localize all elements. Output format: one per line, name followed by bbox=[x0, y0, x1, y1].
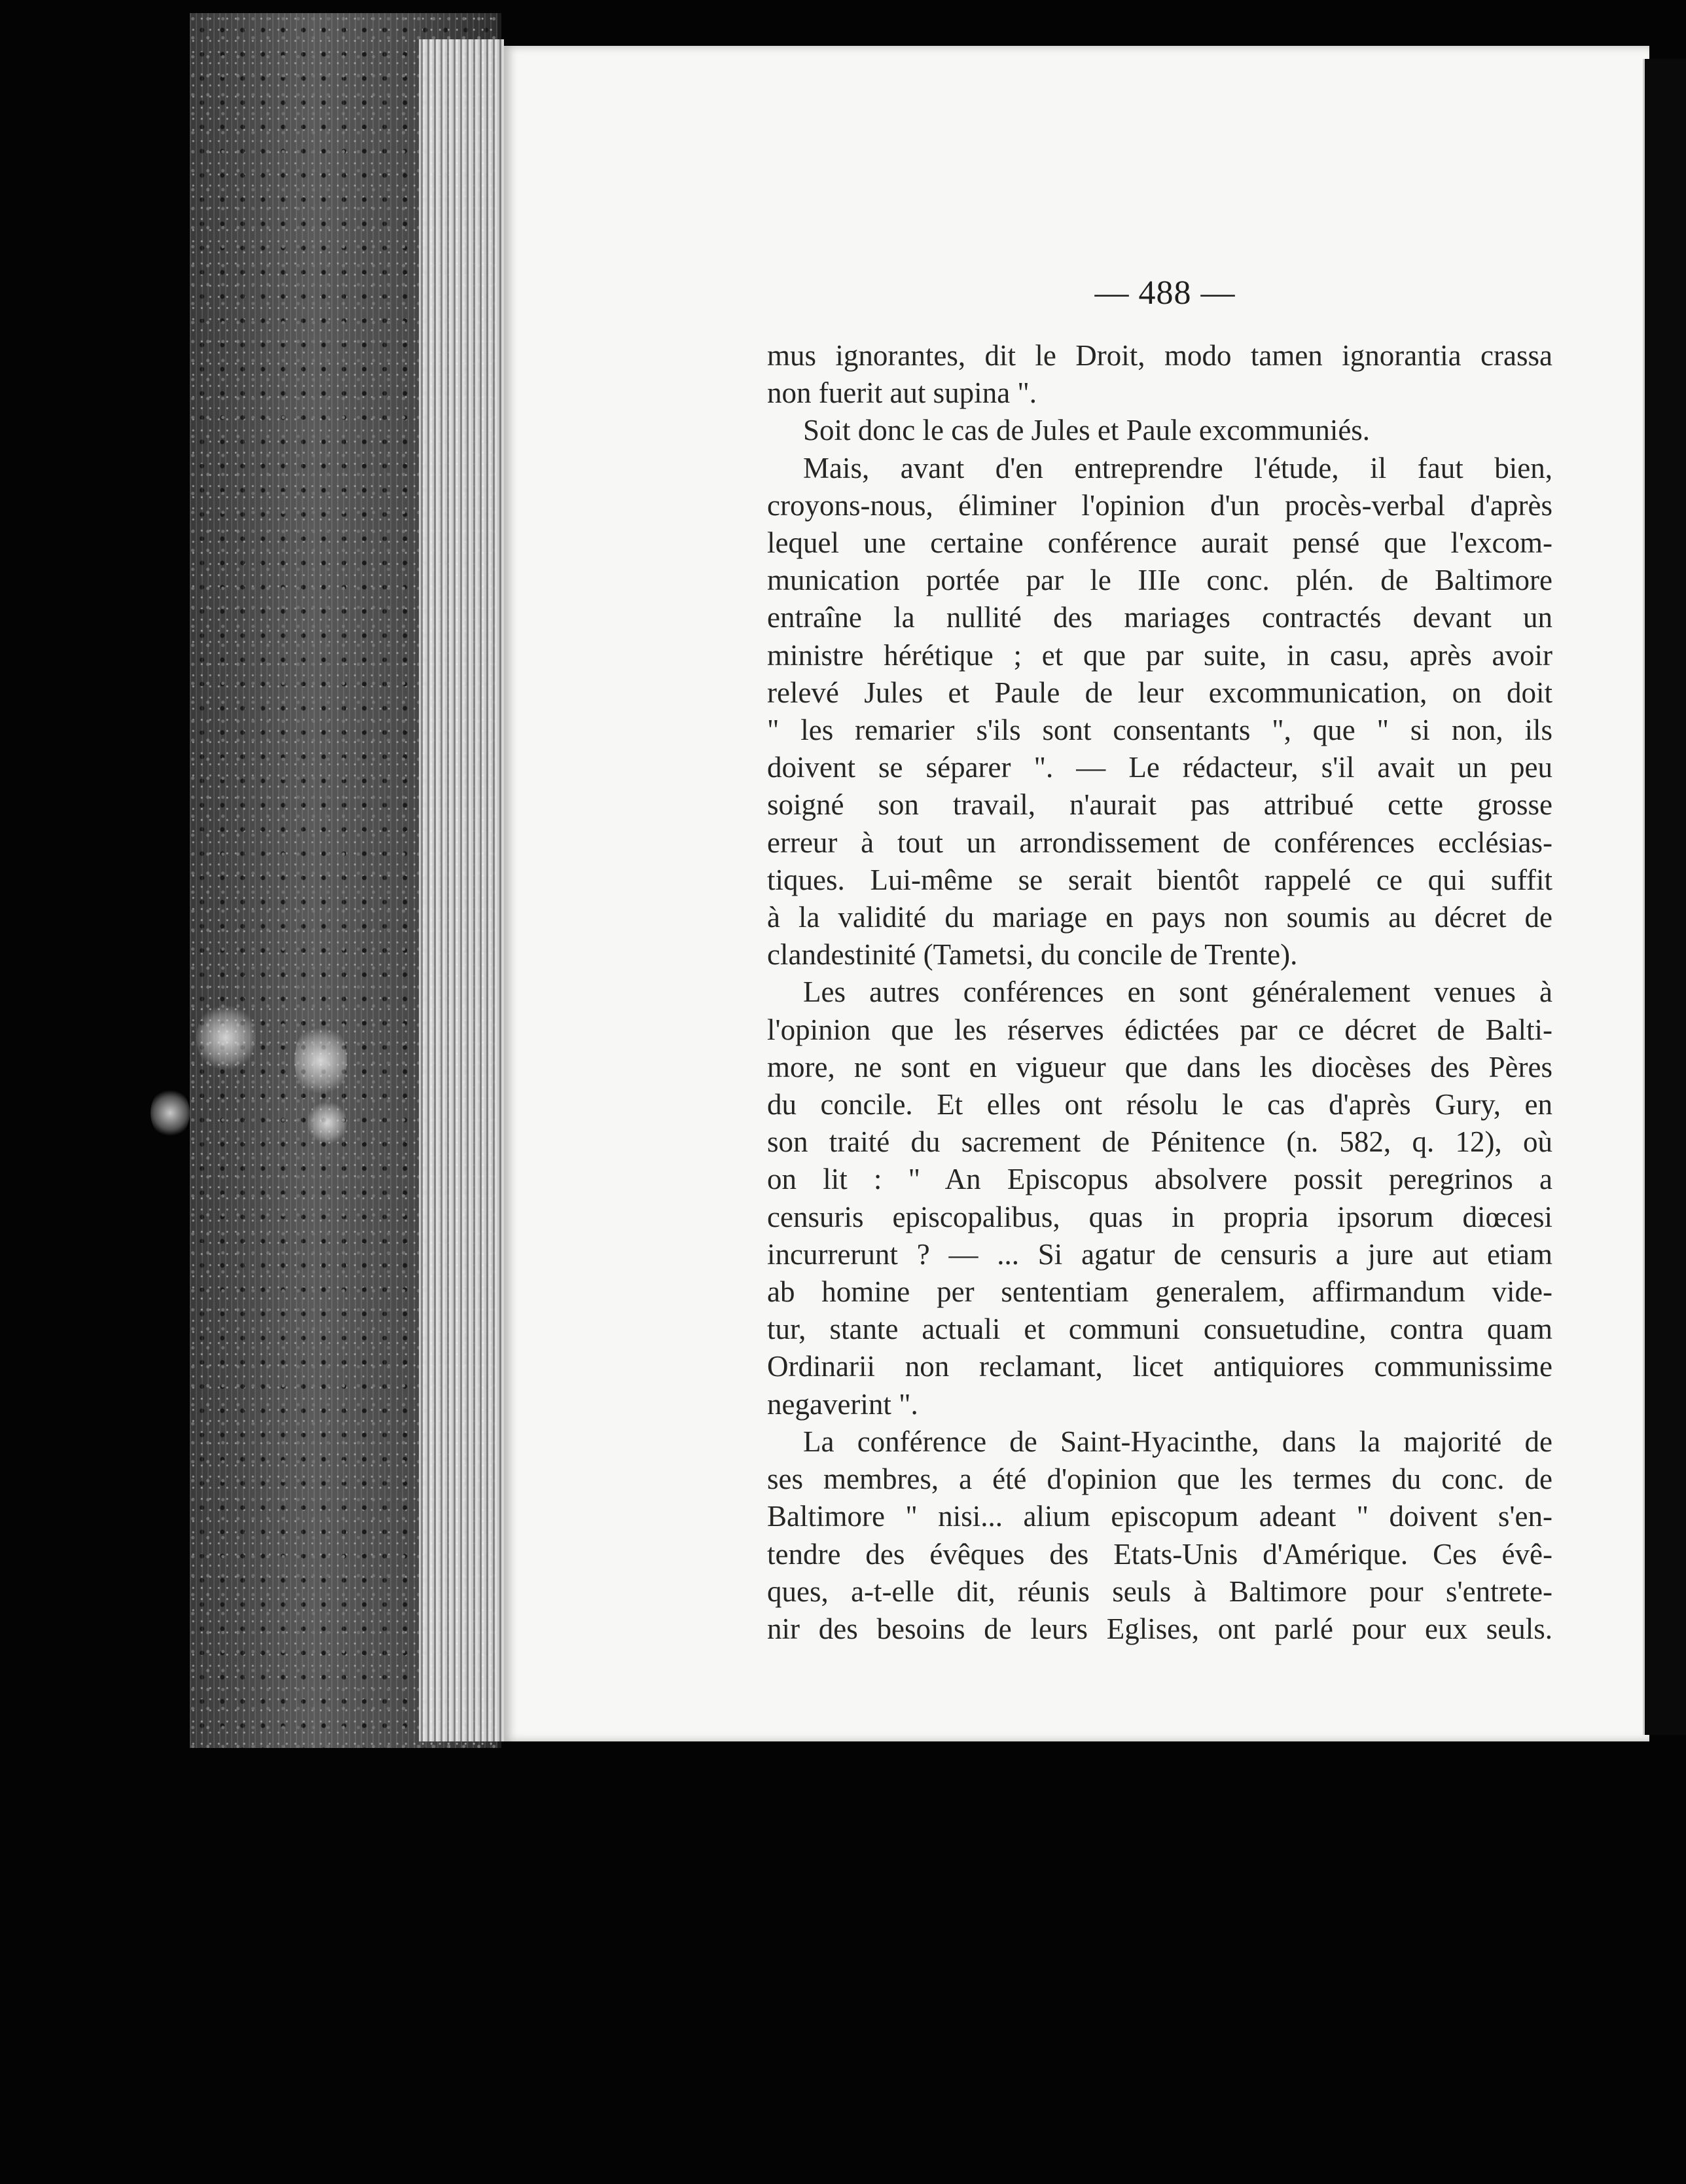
text-line: l'opinion que les réserves édictées par ce décret de Balti- bbox=[767, 1013, 1552, 1046]
text-line: La conférence de Saint-Hyacinthe, dans la majorité de bbox=[803, 1425, 1552, 1458]
page-number: — 488 — bbox=[1094, 274, 1236, 312]
text-line: ministre hérétique ; et que par suite, in casu, après avoir bbox=[767, 638, 1552, 672]
text-line: soigné son travail, n'aurait pas attribué cette grosse bbox=[767, 788, 1552, 822]
text-line: ques, a-t-elle dit, réunis seuls à Baltimore pour s'entrete- bbox=[767, 1574, 1552, 1608]
text-line: lequel une certaine conférence aurait pensé que l'excom- bbox=[767, 526, 1552, 560]
text-line: son traité du sacrement de Pénitence (n. 582, q. 12), où bbox=[767, 1125, 1552, 1159]
text-line: incurrerunt ? — ... Si agatur de censuris a jure aut etiam bbox=[767, 1237, 1552, 1271]
text-line: Baltimore " nisi... alium episcopum adeant " doivent s'en- bbox=[767, 1500, 1552, 1533]
scan-blot bbox=[295, 1021, 347, 1100]
text-line: erreur à tout un arrondissement de conférences ecclésias- bbox=[767, 826, 1552, 859]
text-line: non fuerit aut supina ". bbox=[767, 376, 1037, 410]
text-line: tur, stante actuali et communi consuetudine, contra quam bbox=[767, 1313, 1552, 1346]
text-line: mus ignorantes, dit le Droit, modo tamen ignorantia crassa bbox=[767, 339, 1552, 372]
scan-blot bbox=[308, 1100, 347, 1146]
text-line: croyons-nous, éliminer l'opinion d'un procès-verbal d'après bbox=[767, 488, 1552, 522]
text-line: du concile. Et elles ont résolu le cas d'après Gury, en bbox=[767, 1088, 1552, 1121]
text-line: Mais, avant d'en entreprendre l'étude, il faut bien, bbox=[803, 451, 1552, 484]
text-line: " les remarier s'ils sont consentants ", que " si non, ils bbox=[767, 714, 1552, 747]
text-line: tiques. Lui-même se serait bientôt rappelé ce qui suffit bbox=[767, 863, 1552, 896]
text-line: nir des besoins de leurs Eglises, ont parlé pour eux seuls. bbox=[767, 1612, 1552, 1645]
text-line: clandestinité (Tametsi, du concile de Trente). bbox=[767, 938, 1298, 972]
text-line: munication portée par le IIIe conc. plén. de Baltimore bbox=[767, 564, 1552, 597]
body-text bbox=[767, 337, 1552, 1648]
text-line: Les autres conférences en sont généralement venues à bbox=[803, 975, 1552, 1009]
scan-blot bbox=[151, 1087, 190, 1139]
scan-blot bbox=[196, 1002, 255, 1074]
text-line: entraîne la nullité des mariages contractés devant un bbox=[767, 601, 1552, 634]
text-line: negaverint ". bbox=[767, 1387, 918, 1421]
text-line: relevé Jules et Paule de leur excommunication, on doit bbox=[767, 676, 1552, 709]
text-line: ab homine per sententiam generalem, affirmandum vide- bbox=[767, 1275, 1552, 1309]
text-line: Soit donc le cas de Jules et Paule excommuniés. bbox=[803, 414, 1371, 447]
text-line: à la validité du mariage en pays non soumis au décret de bbox=[767, 901, 1552, 934]
text-line: Ordinarii non reclamant, licet antiquiores communissime bbox=[767, 1350, 1552, 1383]
next-page-edge bbox=[1643, 59, 1686, 1735]
book-page-edges-light bbox=[419, 39, 504, 1741]
text-line: on lit : " An Episcopus absolvere possit peregrinos a bbox=[767, 1163, 1552, 1196]
text-line: censuris episcopalibus, quas in propria ipsorum diœcesi bbox=[767, 1200, 1552, 1233]
text-line: doivent se séparer ". — Le rédacteur, s'il avait un peu bbox=[767, 751, 1552, 784]
text-line: tendre des évêques des Etats-Unis d'Amérique. Ces évê- bbox=[767, 1537, 1552, 1571]
text-line: more, ne sont en vigueur que dans les diocèses des Pères bbox=[767, 1050, 1552, 1083]
text-line: ses membres, a été d'opinion que les termes du conc. de bbox=[767, 1463, 1552, 1496]
